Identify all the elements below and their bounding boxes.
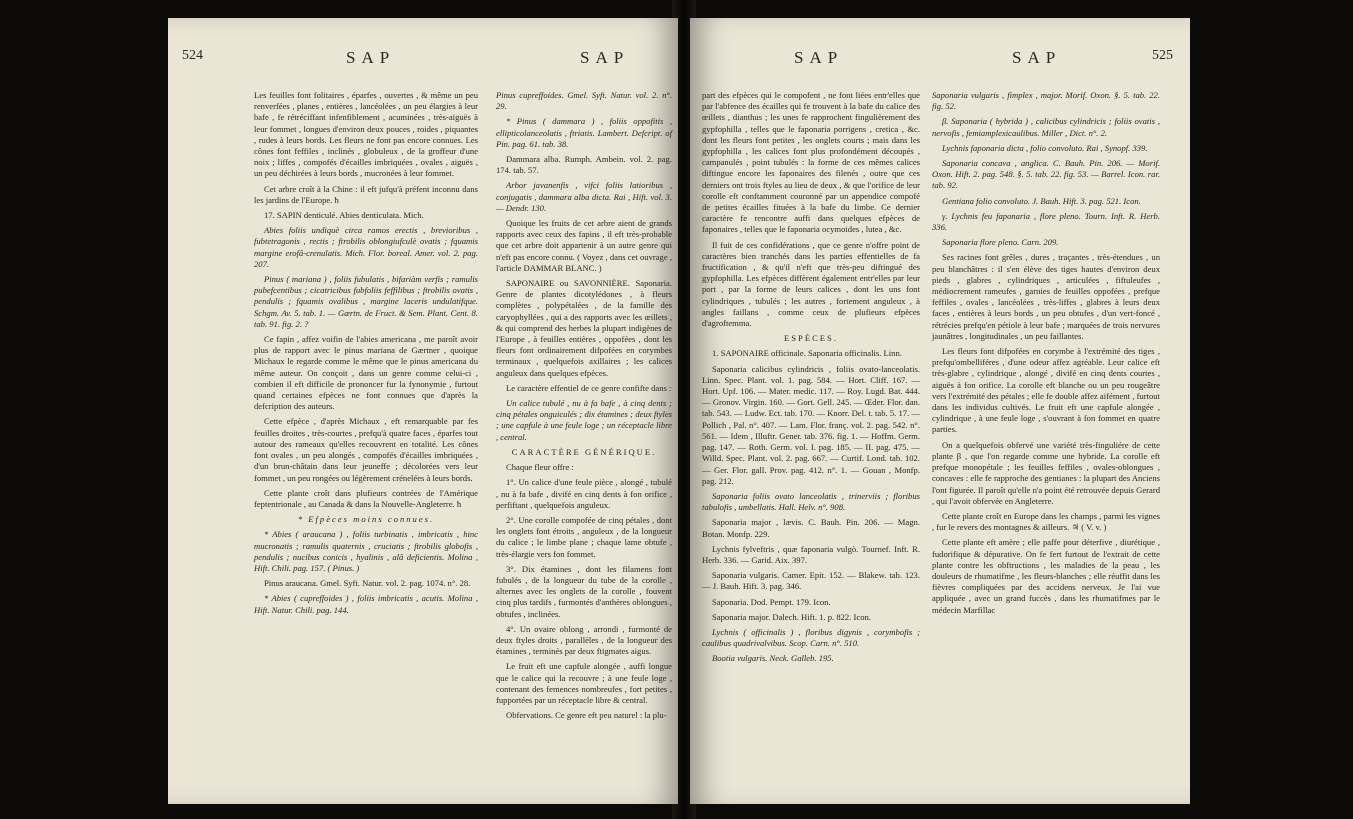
species-heading: 1. SAPONAIRE officinale. Saponaria officinalis. Linn. — [712, 348, 902, 359]
right-page-header — [690, 48, 1190, 74]
text-paragraph: 3°. Dix étamines , dont les filamens font fubulés , de la longueur du tube de la corolle , alternes avec les onglets de la corolle , fouvent cinq plus tardifs , furmontés d'anthères oblongues , obtufes , inclinées. — [496, 563, 672, 619]
synonym-reference: Dammara alba. Rumph. Ambein. vol. 2. pag. 174. tab. 57. — [496, 154, 672, 176]
page-number-left: 524 — [182, 48, 203, 63]
synonym-reference: Pinus cupreffoides. Gmel. Syft. Natur. vol. 2. n°. 29. — [496, 90, 672, 112]
text-paragraph: Cette plante croît en Europe dans les champs , parmi les vignes , fur le revers des montagnes & ailleurs. ♃ ( V. v. ) — [932, 510, 1160, 533]
left-page-column-1 — [254, 90, 478, 620]
synonym-reference: Saponaria major , lævis. C. Bauh. Pin. 206. — Magn. Botan. Monfp. 229. — [702, 517, 920, 539]
text-paragraph: Obfervations. Ce genre eft peu naturel : la plu- — [506, 710, 667, 721]
text-paragraph: Ce fapin , affez voifin de l'abies americana , me paroît avoir plus de rapport avec le pinus mariana de Gærtner , quoique Michaux le regarde comme le même que le pinus americana du même auteur. On conçoit , dans un genre comme celui-ci , combien il eft difficile de prononcer fur la fynonymie , furtout quand certaines efpèces ne font connues que d'après la defcription des auteurs. — [254, 334, 478, 412]
text-paragraph: Cette plante croît dans plufieurs contrées de l'Amérique feptentrionale , au Canada & dans la Nouvelle-Angleterre. ħ — [254, 487, 478, 509]
synonym-reference: Lychnis ( officinalis ) , floribus digynis , corymbofis ; caulibus quadrivalvibus. Scop. Carn. n°. 510. — [702, 626, 920, 649]
text-paragraph: part des efpèces qui le compofent , ne font liées entr'elles que par l'abfence des écailles qui fe trouvent à la bafe du calice des œillets , dianthus ; les unes fe rapprochent fingulièrement des gypfophilla , telles que le faponaria porrigens , cretica , &c. dont les fleurs font petites , les onglets courts ; mais dans les gypfophilla , les calices font plus profondément découpés , campanulés , point tubulés : la forme de ces mêmes calices diftingue encore les faponaires des filenés , outre que ces derniers ont trois ftyles au lieu de deux , & que l'orifice de leur corolle eft conftamment couronné par un appendice compofé de petites écailles fituées à la bafe du limbe. Ce dernier caractère fe rencontre auffi dans quelques efpèces de faponaires , telles que le faponaria ocymoides , lutea , &c. — [702, 90, 920, 235]
synonym-reference: Saponaria flore pleno. Carn. 209. — [942, 237, 1059, 248]
running-head-left-col1: SAP — [346, 48, 396, 67]
latin-description: * Pinus ( dammara ) , foliis oppofitis , ellipticolanceolatis , ftriatis. Lambert. Defcript. of Pin. pag. 61. tab. 38. — [496, 116, 672, 149]
section-heading: ESPÈCES. — [784, 333, 838, 344]
text-paragraph: Cette efpèce , d'après Michaux , eft remarquable par fes feuilles droites , très-courtes , prefqu'à quatre faces , éparfes tout autour des rameaux qu'elles recouvrent en totalité. Les cônes font ovales , un peu alongés , compofés d'écailles imbriquées , d'un brun-châtain dans leur jeuneffe ; décolorées vers leur fommet , un peu rongées ou légèrement crénelées à leurs bords. — [254, 416, 478, 483]
text-paragraph: Cet arbre croît à la Chine : il eft jufqu'à préfent inconnu dans les jardins de l'Europe. ħ — [254, 183, 478, 205]
synonym-reference: Pinus araucana. Gmel. Syft. Natur. vol. 2. pag. 1074. n°. 28. — [264, 578, 471, 589]
synonym-reference: Lychnis fylveftris , quæ faponaria vulgò. Tournef. Inft. R. Herb. 336. — Garid. Aix. 397. — [702, 543, 920, 565]
text-paragraph: Cette plante eft amère ; elle paffe pour déterfive , diurétique , fudorifique & dépurative. On fe fert furtout de l'extrait de cette plante contre les obftructions , les maladies de la peau , les douleurs de rhumatifme , les fleurs-blanches ; elle réuffit dans les fièvres compliquées par des accidens nerveux. Je l'ai vue appliquée , avec un grand fuccès , dans les rhumatifmes par le médecin Marfillac — [932, 537, 1160, 615]
synonym-reference: Saponaria vulgaris , fimplex , major. Morif. Oxon. §. 5. tab. 22. fig. 52. — [932, 90, 1160, 112]
latin-description: * Abies ( cupreffoides ) , foliis imbricatis , acutis. Molina , Hift. Natur. Chili. pag. 144. — [254, 593, 478, 615]
text-paragraph: 1°. Un calice d'une feule pièce , alongé , tubulé , nu à fa bafe , divifé en cinq dents à fon orifice , perfiftant , quelquefois anguleux. — [496, 477, 672, 510]
section-heading: * Efpèces moins connues. — [297, 514, 435, 525]
text-paragraph: Ses racines font grêles , dures , traçantes , très-étendues , un peu blanchâtres : il s'en élève des tiges hautes d'environ deux pieds , glabres , cylindriques , articulées , fiftuleufes , médiocrement rameufes , garnies de feuilles oppofées , prefque feffiles , ovales , lancéolées , très-liffes , glabres à leurs deux faces , entières à leurs bords , un peu obtufes , d'un vert-foncé , rétrécies prefqu'en pétiole à leur bafe ; marquées de trois nervures jaunâtres , longitudinales , un peu faillantes. — [932, 252, 1160, 341]
synonym-reference: Saponaria. Dod. Pempt. 179. Icon. — [712, 596, 831, 607]
variety-heading: γ. Lychnis feu faponaria , flore pleno. Tourn. Inft. R. Herb. 336. — [932, 210, 1160, 233]
species-heading: 17. SAPIN denticulé. Abies denticulata. Mich. — [264, 210, 424, 221]
text-paragraph: Le caractère effentiel de ce genre confifte dans : — [506, 382, 672, 393]
running-head-right-col1: SAP — [794, 48, 844, 67]
right-page — [690, 18, 1190, 804]
latin-description: Abies foliis undiquè circa ramos erectis , brevioribus , fubtetragonis , rectis ; ftrobilis oblongiufculè ovatis ; fquamis margine erofâ-crenulatis. Mich. Flor. boreal. Amer. vol. 2. pag. 207. — [254, 225, 478, 269]
text-paragraph: Les feuilles font folitaires , éparfes , ouvertes , & même un peu renverfées , planes , entières , lancéolées , un peu élargies à leur bafe , fe rétréciffant infenfiblement , acuminées , très-aiguës à leur fommet , longues d'environ deux pouces , roides , piquantes , rudes à leurs bords. Les fleurs ne font pas encore connues. Les cônes font feffiles , inclinés , globuleux , de la groffeur d'une noix ; liffes , compofés d'écailles imbriquées , ovales , aiguës , un peu déchirées à leurs bords , mucronées à leur fommet. — [254, 90, 478, 179]
left-page-column-2 — [496, 90, 672, 725]
latin-description: Pinus ( mariana ) , foliis fubulatis , bifariàm verfis ; ramulis pubefcentibus ; cicatricibus fubfoliis feffilibus ; ftrobilis ovatis , pendulis ; fquamis ovalibus , margine laceris undulatifque. Schgm. Av. 5. tab. 1. — Gærtn. de Fruct. & Sem. Plant. Cent. 8. tab. 91. fig. 2. ? — [254, 274, 478, 329]
synonym-reference: Gentiana folio convoluto. J. Bauh. Hift. 3. pag. 521. Icon. — [942, 195, 1141, 206]
synonym-reference: Bootia vulgaris. Neck. Galleb. 195. — [712, 653, 834, 664]
text-paragraph: Le fruit eft une capfule alongée , auffi longue que le calice qui la recouvre ; à une feule loge , contenant des femences nombreufes , fort petites , fupportées par un réceptacle libre & central. — [496, 661, 672, 705]
left-page — [168, 18, 678, 804]
right-page-column-2 — [932, 90, 1160, 620]
synonym-reference: Saponaria calicibus cylindricis , foliis ovato-lanceolatis. Linn. Spec. Plant. vol. 1. pag. 584. — Hort. Cliff. 167. — Hort. Upf. 106. — Mater. medic. 117. — Roy. Lugd. Bat. 444. — Gronov. Virgin. 160. — Gort. Gell. 245. — Œder. Flor. dan. tab. 543. — Ludw. Ect. tab. 170. — Knorr. Del. t. tab. 5. 17. — Pollich , Pal. n°. 407. — Lam. Flor. franç. vol. 2. pag. 542. n°. 561. — Idem , Illuftr. Gener. tab. 376. fig. 1. — Hoffm. Germ. pag. 147. — Roth. Germ. vol. I. pag. 185. — II. pag. 475. — Willd. Spec. Plant. vol. 2. pag. 667. — Curtif. Lond. tab. 102. — Ger. Flor. gall. Prov. pag. 412. n°. 1. — Gouan , Monfp. pag. 212. — [702, 363, 920, 486]
text-paragraph: On a quelquefois obfervé une variété très-finguliére de cette plante β , que l'on regarde comme une hybride. La corolle eft prefque monopétale ; les feuilles feffiles , ovales-oblongues , concaves : elle fe rapproche des gentianes : la plupart des Anciens l'ont figurée. Il paroît qu'elle n'a point été retrouvée depuis Gerard , qui l'avoit obfervée en Angleterre. — [932, 439, 1160, 506]
synonym-reference: Arbor javanenfis , vifci foliis latioribus , conjugatis , dammara alba dicta. Rai , Hift. vol. 3. — Dendr. 130. — [496, 180, 672, 213]
right-page-column-1 — [702, 90, 920, 669]
synonym-reference: Saponaria vulgaris. Camer. Epit. 152. — Blakew. tab. 123. — J. Bauh. Hift. 3. pag. 346. — [702, 570, 920, 592]
synonym-reference: Lychnis faponaria dicta , folio convoluto. Rai , Synopf. 339. — [942, 142, 1148, 153]
latin-description: * Abies ( araucana ) , foliis turbinatis , imbricatis , hinc mucronatis ; ramulis quaternis , cruciatis ; ftrobilis globofis , pendulis ; nucibus conicis , hyalinis , alâ deficientis. Molina , Hift. Chili. pag. 157. ( Pinus. ) — [254, 529, 478, 573]
essential-character: Un calice tubulé , nu à fa bafe , à cinq dents ; cinq pétales onguiculés ; dix étamines ; deux ftyles ; une capfule à une feule loge ; un réceptacle libre , central. — [496, 398, 672, 442]
text-paragraph: Il fuit de ces confidérations , que ce genre n'offre point de caractères bien tranchés dans les parties effentielles de fa fructification , & qu'il n'eft que très-peu diftingué des gypfophilla. Les efpèces diffèrent également entr'elles par leur port , par la forme de leurs calices , dont les uns font cylindriques , tubulés ; les autres , fortement anguleux , à angles faillans , comme ceux de plufieurs efpèces d'agroftemma. — [702, 239, 920, 329]
synonym-reference: Saponaria concava , anglica. C. Bauh. Pin. 206. — Morif. Oxon. Hift. 2. pag. 548. §. 5. tab. 22. fig. 53. — Barrel. Icon. rar. tab. 92. — [932, 158, 1160, 191]
text-paragraph: Chaque fleur offre : — [506, 462, 574, 473]
running-head-left-col2: SAP — [580, 48, 630, 67]
variety-heading: β. Saponaria ( hybrida ) , calicibus cylindricis ; foliis ovatis , nervofis , femiamplexicaulibus. Miller , Dict. n°. 2. — [932, 116, 1160, 138]
text-paragraph: Les fleurs font difpofées en corymbe à l'extrémité des tiges , prefqu'ombelliféres , d'une odeur affez agréable. Leur calice eft très-glabre , cylindrique , alongé , divifé en cinq dents courtes , aiguës à fon orifice. La corolle eft blanche ou un peu rougeâtre vers l'extrémité des pétales ; elle fe double affez aifément , furtout dans les individus cultivés. Le fruit eft une capfule alongée , cylindrique , à une feule loge , s'ouvrant à fon fommet en quatre parties. — [932, 346, 1160, 435]
text-paragraph: 4°. Un ovaire oblong , arrondi , furmonté de deux ftyles droits , parallèles , de la longueur des étamines , terminés par deux ftigmates aigus. — [496, 623, 672, 657]
left-page-header — [168, 48, 678, 74]
synonym-reference: Saponaria foliis ovato lanceolatis , trinerviis ; floribus tabulofis , umbellatis. Hall. Helv. n°. 908. — [702, 490, 920, 513]
section-heading: CARACTÈRE GÉNÉRIQUE. — [511, 446, 657, 457]
running-head-right-col2: SAP — [1012, 48, 1062, 67]
synonym-reference: Saponaria major. Dalech. Hift. 1. p. 822. Icon. — [712, 611, 871, 622]
text-paragraph: Quoique les fruits de cet arbre aient de grands rapports avec ceux des fapins , il eft très-probable que cet arbre doit appartenir à un autre genre qui n'eft pas encore connu. ( Voyez , dans cet ouvrage , l'article DAMMAR BLANC. ) — [496, 218, 672, 273]
page-number-right: 525 — [1152, 48, 1173, 63]
text-paragraph: 2°. Une corolle compofée de cinq pétales , dont les onglets font étroits , anguleux , de la longueur du calice ; le limbe plane ; chaque lame obtufe , très-élargie vers fon fommet. — [496, 514, 672, 559]
genus-heading: SAPONAIRE ou SAVONNIÈRE. Saponaria. Genre de plantes dicotylédones , à fleurs complètes , polypétalées , de la famille des caryophyllées , qui a des rapports avec les œillets , & qui comprend des herbes la plupart indigènes de l'Europe , à feuilles entières , oppofées , dont les fleurs font ordinairement difpofées en corymbes terminaux , quelquefois axillaires ; les calices anguleux dans quelques efpèces. — [496, 278, 672, 378]
